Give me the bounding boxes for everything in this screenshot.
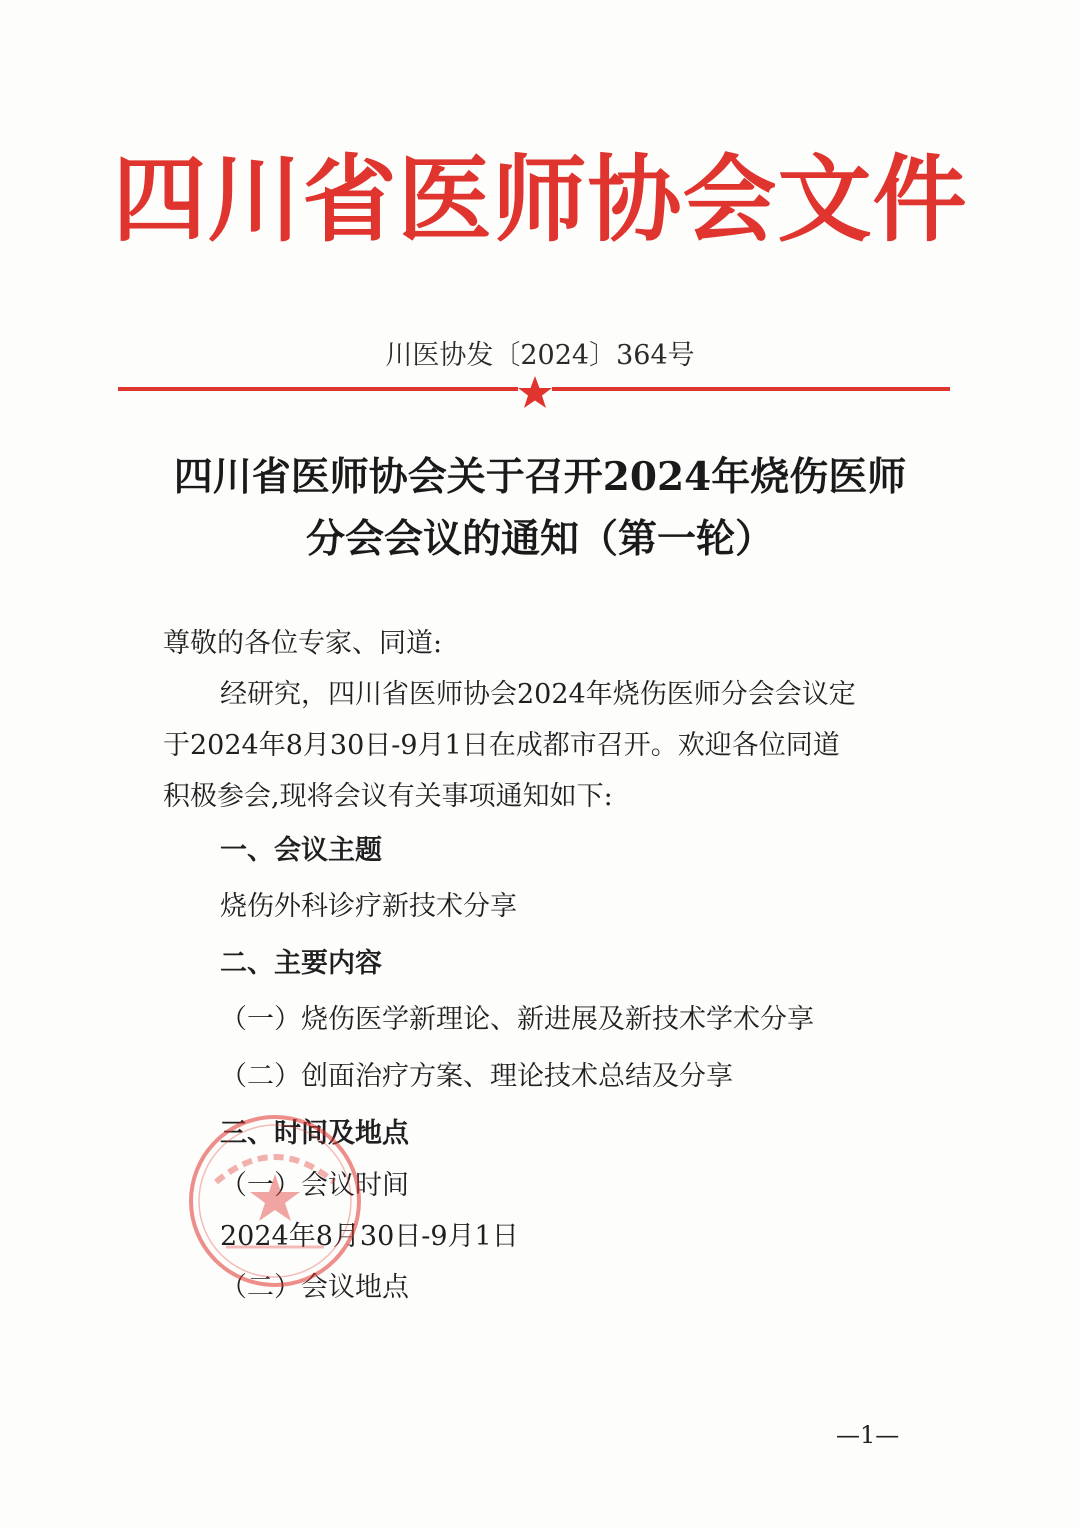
section-3-heading: 三、时间及地点 bbox=[220, 1118, 409, 1149]
notice-title-line-2: 分会会议的通知（第一轮） bbox=[305, 516, 774, 562]
paragraph-line-1: 经研究，四川省医师协会2024年烧伤医师分会会议定 bbox=[220, 679, 856, 710]
red-divider-right bbox=[552, 387, 950, 391]
section-3-time: 2024年8月30日-9月1日 bbox=[220, 1221, 519, 1252]
document-number: 川医协发〔2024〕364号 bbox=[385, 340, 695, 371]
masthead-title: 四川省医师协会文件 bbox=[112, 145, 968, 255]
red-divider-left bbox=[118, 387, 518, 391]
paragraph-line-2: 于2024年8月30日-9月1日在成都市召开。欢迎各位同道 bbox=[163, 730, 840, 761]
star-icon bbox=[514, 374, 556, 410]
page-number: —1— bbox=[836, 1421, 900, 1449]
section-1-text: 烧伤外科诊疗新技术分享 bbox=[220, 891, 517, 922]
section-3-item-1: （一）会议时间 bbox=[220, 1170, 409, 1201]
section-2-heading: 二、主要内容 bbox=[220, 948, 382, 979]
official-seal-stamp bbox=[186, 1112, 364, 1290]
section-1-heading: 一、会议主题 bbox=[220, 835, 382, 866]
salutation: 尊敬的各位专家、同道: bbox=[163, 628, 443, 659]
section-3-item-2: （二）会议地点 bbox=[220, 1272, 409, 1303]
notice-title-line-1: 四川省医师协会关于召开2024年烧伤医师 bbox=[173, 454, 907, 500]
section-2-item-2: （二）创面治疗方案、理论技术总结及分享 bbox=[220, 1061, 733, 1092]
section-2-item-1: （一）烧伤医学新理论、新进展及新技术学术分享 bbox=[220, 1004, 814, 1035]
paragraph-line-3: 积极参会,现将会议有关事项通知如下: bbox=[163, 781, 613, 812]
